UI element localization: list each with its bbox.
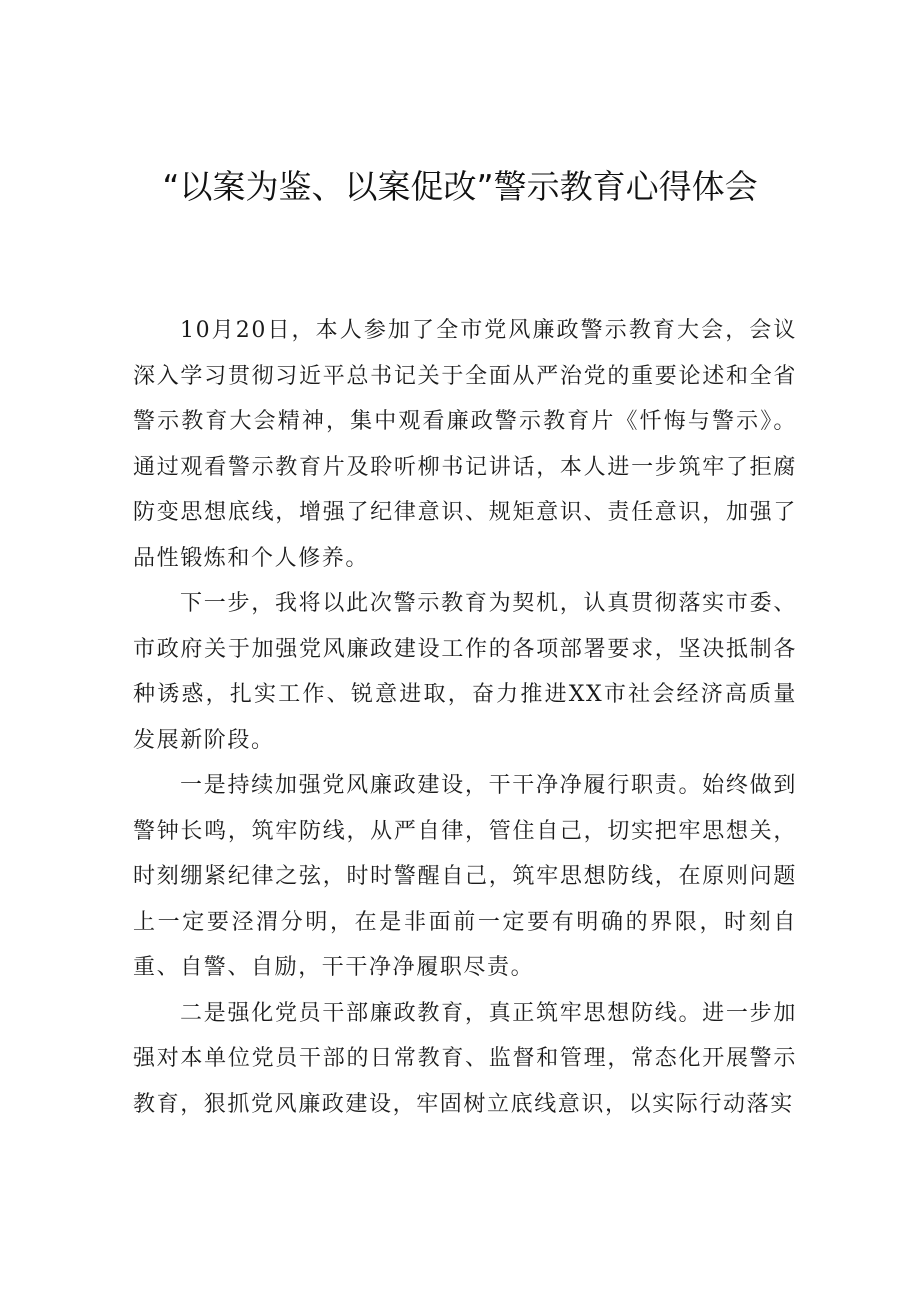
paragraph-point-one: 一是持续加强党风廉政建设，干干净净履行职责。始终做到警钟长鸣，筑牢防线，从严自律，管住自己，切实把牢思想关，时刻绷紧纪律之弦，时时警醒自己，筑牢思想防线，在原则问题上一定要泾渭分明，在是非面前一定要有明确的界限，时刻自重、自警、自励，干干净净履职尽责。	[133, 773, 797, 980]
document-title: “以案为鉴、以案促改”警示教育心得体会	[162, 167, 758, 206]
document-body	[133, 308, 797, 1127]
paragraph-next-steps: 下一步，我将以此次警示教育为契机，认真贯彻落实市委、市政府关于加强党风廉政建设工作的各项部署要求，坚决抵制各种诱惑，扎实工作、锐意进取，奋力推进XX市社会经济高质量发展新阶段。	[133, 591, 797, 753]
paragraph-point-two: 二是强化党员干部廉政教育，真正筑牢思想防线。进一步加强对本单位党员干部的日常教育、监督和管理，常态化开展警示教育，狠抓党风廉政建设，牢固树立底线意识，以实际行动落实	[133, 1000, 797, 1117]
paragraph-meeting-summary: 10月20日，本人参加了全市党风廉政警示教育大会，会议深入学习贯彻习近平总书记关于全面从严治党的重要论述和全省警示教育大会精神，集中观看廉政警示教育片《忏悔与警示》。通过观看警示教育片及聆听柳书记讲话，本人进一步筑牢了拒腐防变思想底线，增强了纪律意识、规矩意识、责任意识，加强了品性锻炼和个人修养。	[133, 318, 797, 571]
